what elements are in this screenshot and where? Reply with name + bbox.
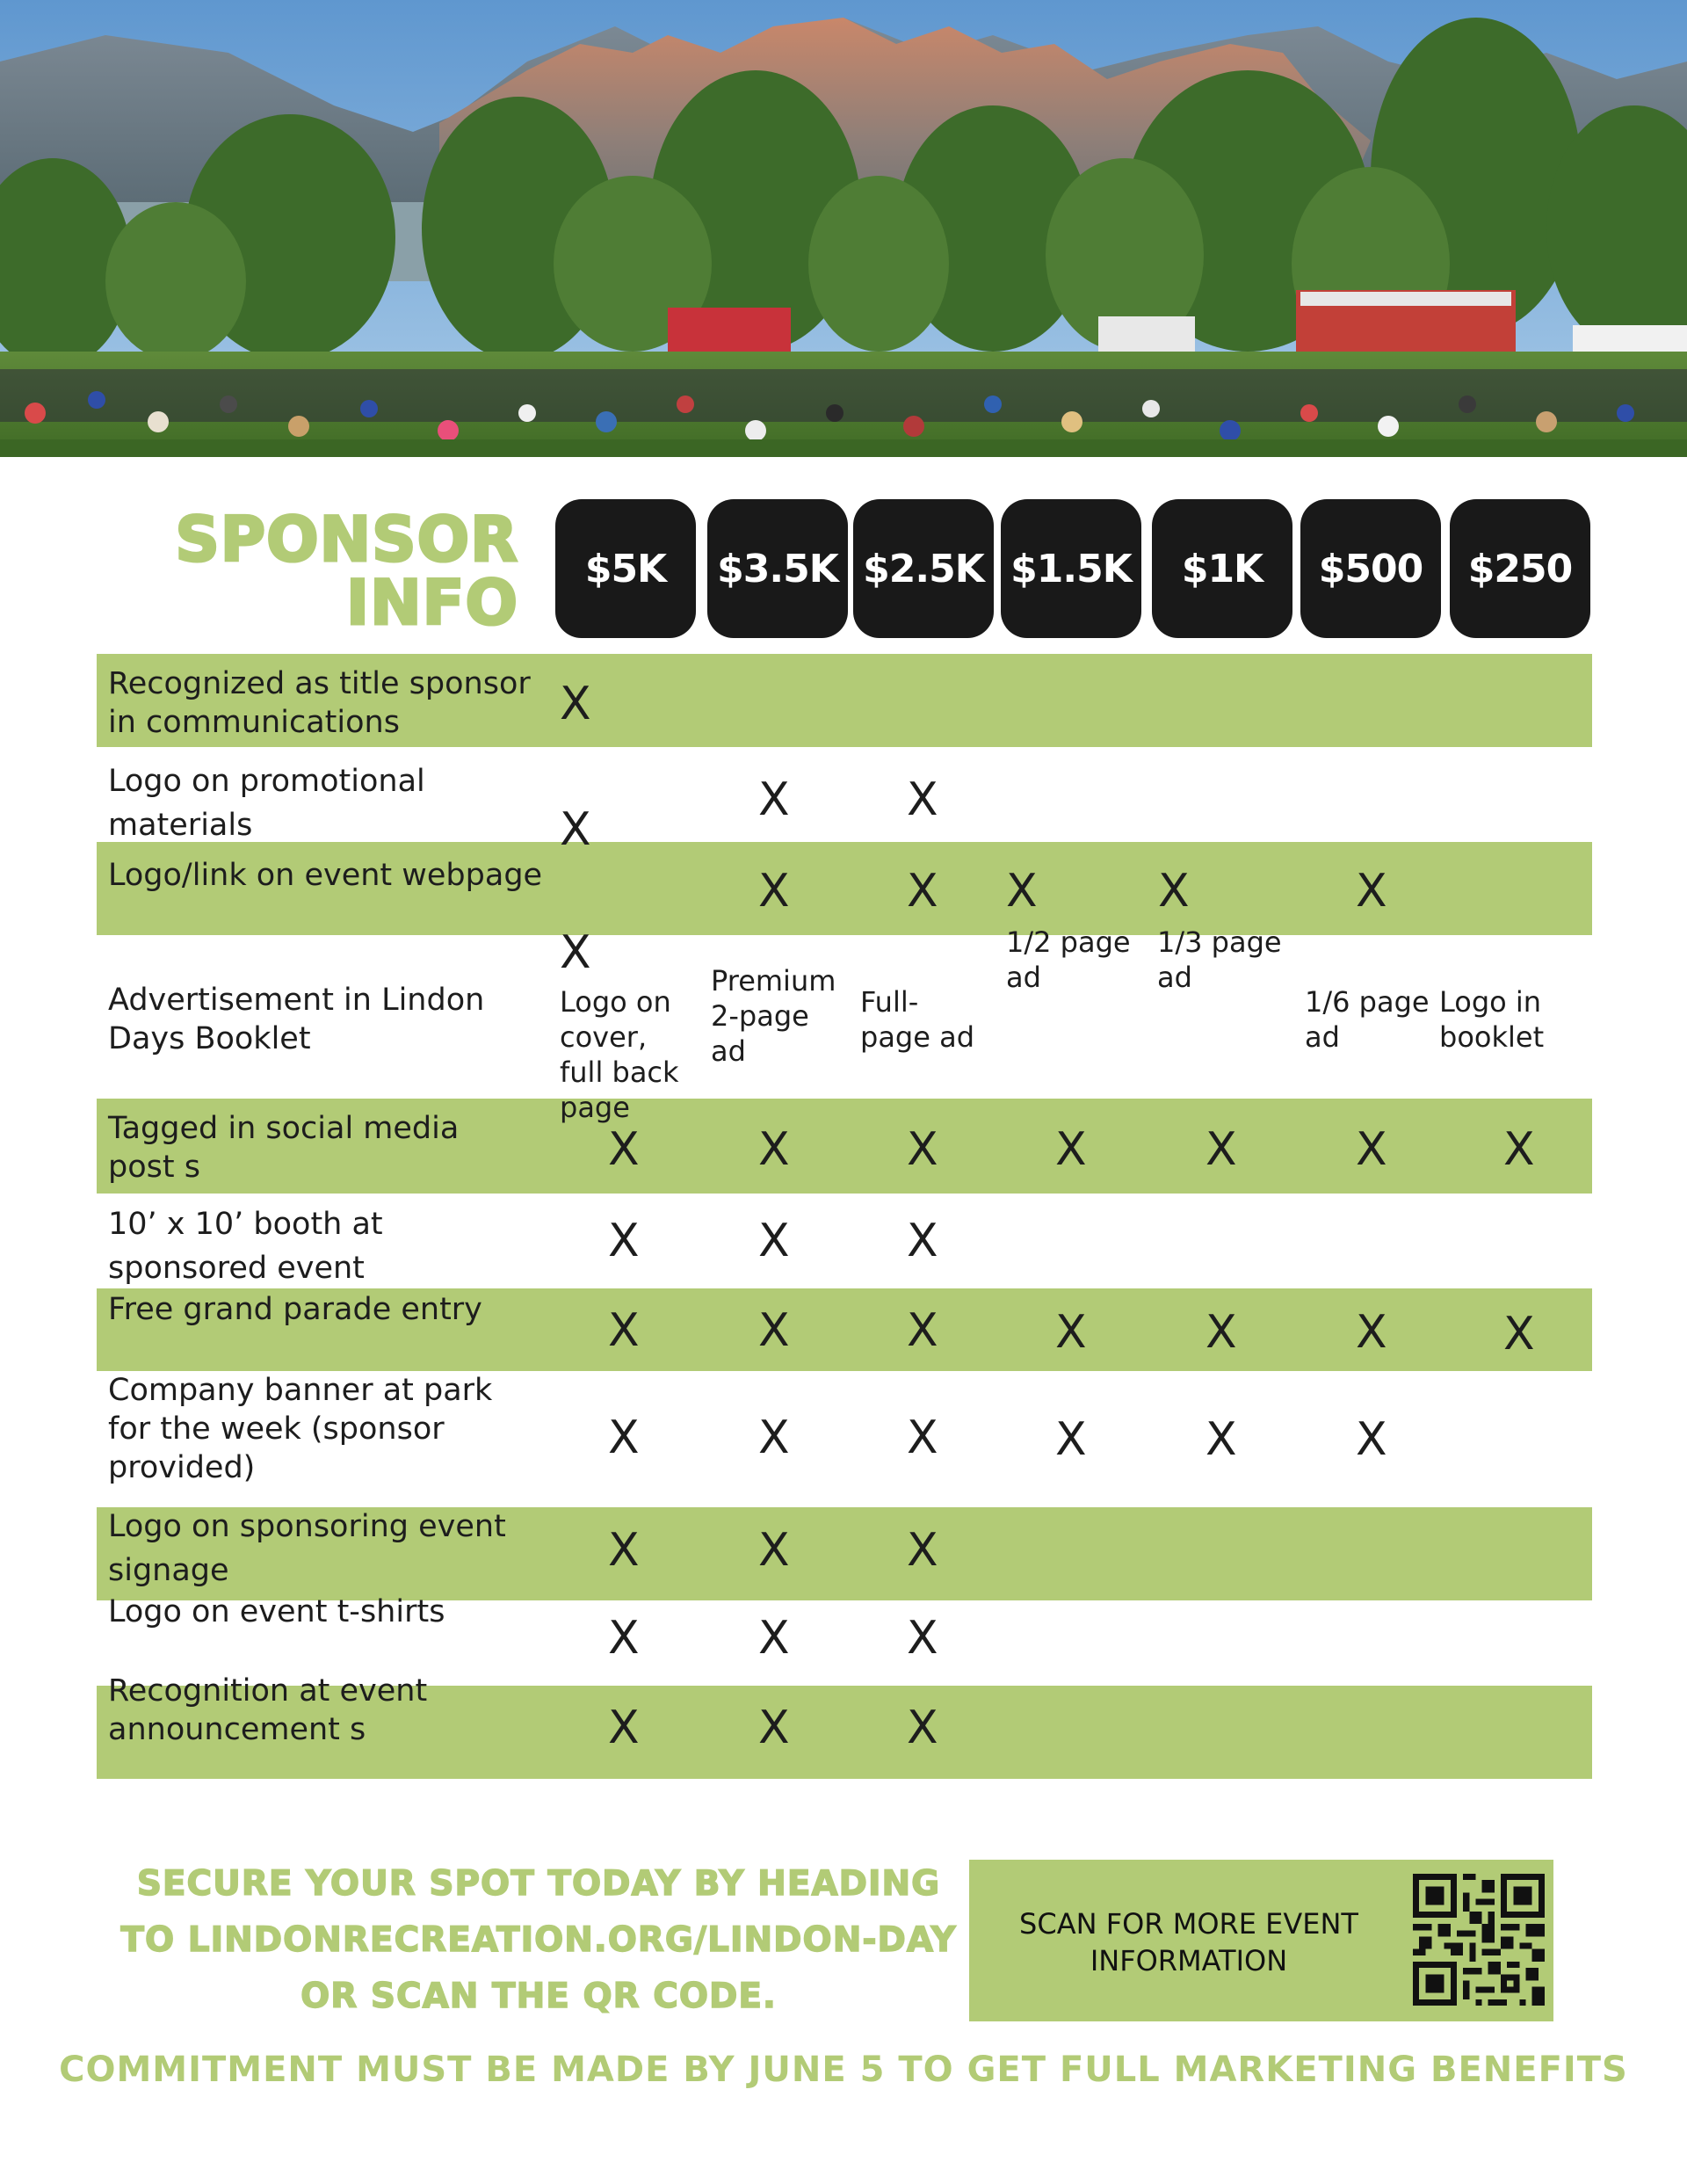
- mark-logo-web-1-5k: X: [1006, 865, 1038, 918]
- row-label-title-sponsor: Recognized as title sponsor in communications: [108, 666, 531, 740]
- mark-logo-promo-2-5k: X: [907, 773, 938, 826]
- note-booklet-2-5k: Full-page ad: [860, 985, 975, 1054]
- mark-tshirts-3-5k: X: [758, 1612, 790, 1665]
- tier-pill-1k: $1K: [1152, 499, 1292, 638]
- tier-pill-1-5k: $1.5K: [1001, 499, 1141, 638]
- mark-title-sponsor-5k: X: [560, 678, 591, 730]
- scan-text-line-2: INFORMATION: [1090, 1944, 1288, 1977]
- mark-logo-web-3-5k: X: [758, 865, 790, 918]
- mark-logo-web-1k: X: [1158, 865, 1190, 918]
- call-to-action: [104, 1856, 974, 2025]
- note-booklet-1k: 1/3 page ad: [1157, 925, 1282, 994]
- mark-banner-3-5k: X: [758, 1411, 790, 1464]
- row-label-tshirts: Logo on event t-shirts: [108, 1594, 445, 1629]
- cta-line-3: OR SCAN THE QR CODE.: [300, 1977, 777, 2016]
- heading-line-2: INFO: [346, 567, 518, 639]
- mark-parade-5k: X: [608, 1304, 640, 1357]
- note-booklet-3-5k: Premium 2-page ad: [711, 964, 836, 1068]
- mark-parade-250: X: [1503, 1308, 1535, 1360]
- row-label-parade: Free grand parade entry: [108, 1292, 482, 1327]
- park-crowd-mountains-image: [0, 0, 1687, 457]
- note-booklet-1-5k: 1/2 page ad: [1006, 925, 1131, 994]
- mark-social-5k: X: [608, 1123, 640, 1176]
- mark-banner-1-5k: X: [1055, 1413, 1087, 1466]
- hero-photo: [0, 0, 1687, 457]
- mark-booth-3-5k: X: [758, 1215, 790, 1267]
- sponsor-info-heading: [132, 504, 518, 639]
- mark-parade-1k: X: [1206, 1306, 1237, 1359]
- cta-line-1: SECURE YOUR SPOT TODAY BY HEADING: [136, 1864, 941, 1904]
- note-booklet-250: Logo in booklet: [1439, 985, 1545, 1054]
- tier-pill-3-5k: $3.5K: [707, 499, 848, 638]
- mark-social-3-5k: X: [758, 1123, 790, 1176]
- row-label-social: Tagged in social media post s: [108, 1111, 460, 1185]
- scan-text: [1004, 1905, 1373, 1979]
- mark-signage-2-5k: X: [907, 1524, 938, 1577]
- heading-line-1: SPONSOR: [175, 504, 518, 576]
- mark-logo-web-500: X: [1356, 865, 1387, 918]
- cta-line-2: TO LINDONRECREATION.ORG/LINDON-DAY: [120, 1920, 957, 1960]
- mark-banner-5k: X: [608, 1411, 640, 1464]
- mark-signage-3-5k: X: [758, 1524, 790, 1577]
- mark-banner-2-5k: X: [907, 1411, 938, 1464]
- note-booklet-500: 1/6 page ad: [1305, 985, 1430, 1054]
- tier-pill-2-5k: $2.5K: [853, 499, 994, 638]
- mark-announce-2-5k: X: [907, 1701, 938, 1754]
- mark-logo-promo-5k: X: [560, 803, 591, 856]
- deadline-notice: COMMITMENT MUST BE MADE BY JUNE 5 TO GET FULL MARKETING BENEFITS: [59, 2050, 1628, 2090]
- row-label-logo-promo: Logo on promotional materials: [108, 764, 425, 843]
- row-label-booklet: Advertisement in Lindon Days Booklet: [108, 983, 485, 1056]
- note-booklet-5k: Logo on cover, full back page: [560, 985, 679, 1124]
- row-label-booth: 10’ x 10’ booth at sponsored event: [108, 1207, 383, 1286]
- mark-signage-5k: X: [608, 1524, 640, 1577]
- mark-parade-500: X: [1356, 1306, 1387, 1359]
- mark-logo-promo-3-5k: X: [758, 773, 790, 826]
- mark-banner-500: X: [1356, 1413, 1387, 1466]
- mark-logo-web-2-5k: X: [907, 865, 938, 918]
- mark-announce-3-5k: X: [758, 1701, 790, 1754]
- mark-social-2-5k: X: [907, 1123, 938, 1176]
- tier-pill-250: $250: [1450, 499, 1590, 638]
- mark-parade-1-5k: X: [1055, 1306, 1087, 1359]
- mark-social-1-5k: X: [1055, 1123, 1087, 1176]
- mark-social-500: X: [1356, 1123, 1387, 1176]
- tier-pill-500: $500: [1300, 499, 1441, 638]
- mark-social-250: X: [1503, 1123, 1535, 1176]
- row-label-logo-web: Logo/link on event webpage: [108, 858, 543, 893]
- mark-banner-1k: X: [1206, 1413, 1237, 1466]
- scan-box: [969, 1860, 1553, 2021]
- tier-pill-5k: $5K: [555, 499, 696, 638]
- row-label-banner: Company banner at park for the week (sponsor provided): [108, 1373, 493, 1485]
- row-label-signage: Logo on sponsoring event signage: [108, 1509, 506, 1588]
- mark-booth-5k: X: [608, 1215, 640, 1267]
- mark-logo-web-5k: X: [560, 926, 591, 979]
- qr-code-icon[interactable]: [1413, 1874, 1545, 2006]
- mark-tshirts-2-5k: X: [907, 1612, 938, 1665]
- mark-parade-2-5k: X: [907, 1304, 938, 1357]
- mark-tshirts-5k: X: [608, 1612, 640, 1665]
- mark-announce-5k: X: [608, 1701, 640, 1754]
- mark-booth-2-5k: X: [907, 1215, 938, 1267]
- row-label-announce: Recognition at event announcement s: [108, 1673, 428, 1747]
- scan-text-line-1: SCAN FOR MORE EVENT: [1019, 1907, 1358, 1941]
- mark-parade-3-5k: X: [758, 1304, 790, 1357]
- mark-social-1k: X: [1206, 1123, 1237, 1176]
